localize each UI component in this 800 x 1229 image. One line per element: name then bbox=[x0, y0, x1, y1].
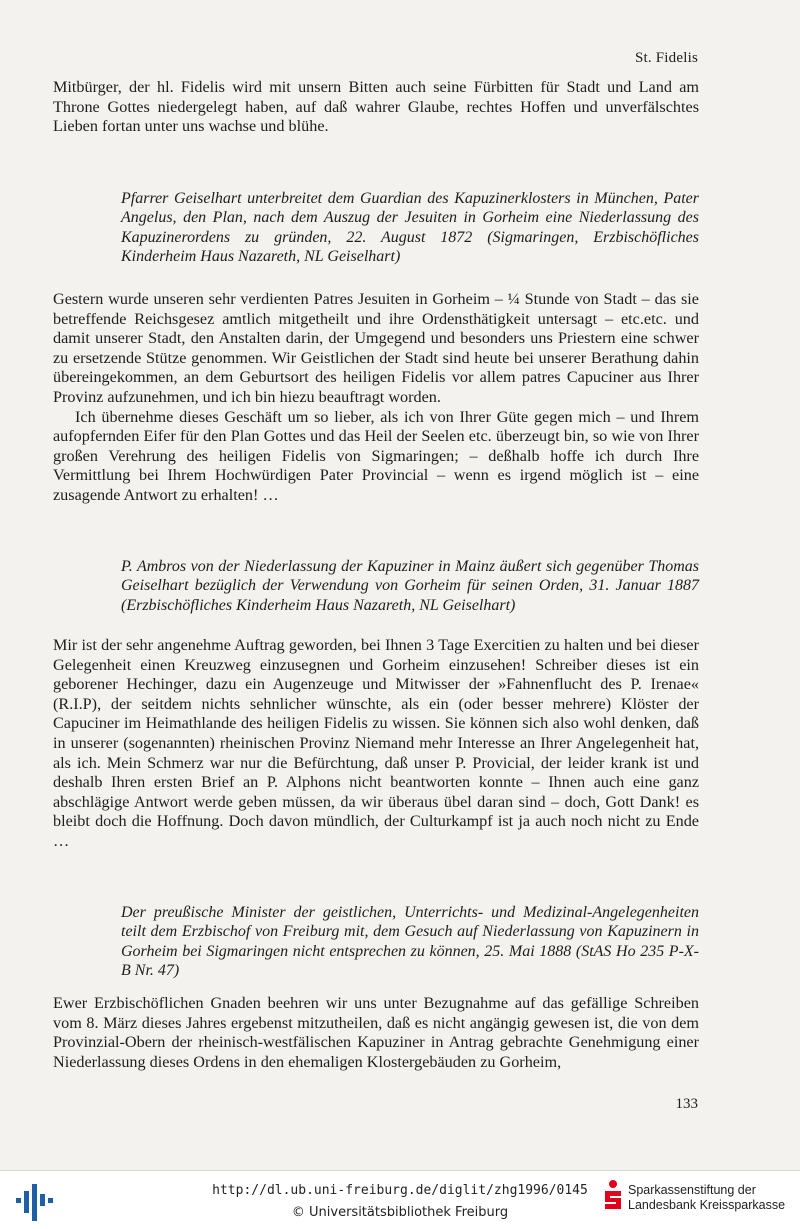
sponsor-logo bbox=[602, 1179, 792, 1223]
paragraph: Mir ist der sehr angenehme Auftrag geworden, bei Ihnen 3 Tage Exercitien zu halten und bei dieser Gelegenheit einen Kreuzweg einzusegnen und Gorheim einzusehen! Schreiber dieses ist ein geborener Hechinger, dazu ein Augenzeuge und Mitwisser der »Fahnenflucht des P. Irenae« (R.I.P), der seitdem nichts sehnlicher wünschte, als ein (oder besser mehrere) Klöster der Capuciner im Heimathlande des heiligen Fidelis zu wissen. Sie können sich also wohl denken, daß in unserer (sogenannten) rheinischen Provinz Niemand mehr Interesse an Ihrer Angelegenheit hat, als ich. Mein Schmerz war nur die Befürchtung, daß unser P. Provicial, der leider krank ist und deshalb Ihren ersten Brief an P. Alphons nicht beantworten konnte – Ihnen auch eine ganz abschlägige Antwort werde geben müssen, da wir überaus übel daran sind – doch, Gott Dank! es bleibt doch die Hoffnung. Doch davon mündlich, der Culturkampf ist ja auch noch nicht zu Ende … bbox=[53, 636, 699, 850]
sponsor-line-2: Landesbank Kreissparkasse bbox=[628, 1198, 786, 1212]
sparkasse-icon bbox=[602, 1179, 624, 1211]
heading-text: Der preußische Minister der geistlichen, Unterrichts- und Medizinal-Angelegenheiten teilt dem Erzbischof von Freiburg mit, dem Gesuch auf Niederlassung von Kapuzinern in Gorheim bei Sigmaringen nicht entsprechen zu können, 25. Mai 1888 (StAS Ho 235 P-X-B Nr. 47) bbox=[121, 904, 699, 979]
letter-text-1 bbox=[53, 290, 699, 506]
page-number: 133 bbox=[675, 1096, 698, 1112]
sponsor-line-1: Sparkassenstiftung der bbox=[628, 1183, 756, 1197]
sponsor-text bbox=[628, 1183, 798, 1213]
letter-text-3 bbox=[53, 994, 699, 1072]
paragraph: Gestern wurde unseren sehr verdienten Patres Jesuiten in Gorheim – ¼ Stunde von Stadt – das sie betreffende Reichsgesez amtlich mitgetheilt und ihre Ordensthätigkeit untersagt – etc.etc. und damit unserer Stadt, den Anstalten darin, der Umgegend und besonders uns Priestern eine schwer zu ersetzende Stütze genommen. Wir Geistlichen der Stadt sind heute bei unserer Berathung dahin übereingekommen, an dem Geburtsort des heiligen Fidelis vor allem patres Capuciner aus Ihrer Provinz aufzunehmen, und ich bin hiezu beauftragt worden. bbox=[53, 290, 699, 406]
permalink-url[interactable]: http://dl.ub.uni-freiburg.de/diglit/zhg1996/0145 bbox=[212, 1183, 588, 1198]
document-heading-2 bbox=[121, 557, 699, 615]
viewer-footer bbox=[0, 1170, 800, 1229]
heading-text: P. Ambros von der Niederlassung der Kapuziner in Mainz äußert sich gegenüber Thomas Geiselhart bezüglich der Verwendung von Gorheim für seinen Orden, 31. Januar 1887 (Erzbischöfliches Kinderheim Haus Nazareth, NL Geiselhart) bbox=[121, 558, 699, 614]
paragraph: Ich übernehme dieses Geschäft um so lieber, als ich von Ihrer Güte gegen mich – und Ihrem aufopfernden Eifer für den Plan Gottes und das Heil der Seelen etc. überzeugt bin, so wie von Ihrer großen Verehrung des heiligen Fidelis von Sigmaringen; – deßhalb hoffe ich durch Ihre Vermittlung bei Ihrem Hochwürdigen Pater Provincial – wenn es irgend möglich ist – eine zusagende Antwort zu erhalten! … bbox=[53, 407, 699, 504]
intro-paragraph bbox=[53, 78, 699, 137]
paragraph: Mitbürger, der hl. Fidelis wird mit unsern Bitten auch seine Fürbitten für Stadt und Land am Throne Gottes niedergelegt haben, auf daß wahrer Glaube, rechtes Hoffen und unverfälschtes Lieben fortan unter uns wachse und blühe. bbox=[53, 78, 699, 136]
running-head: St. Fidelis bbox=[634, 50, 698, 66]
paragraph: Ewer Erzbischöflichen Gnaden beehren wir uns unter Bezugnahme auf das gefällige Schreiben vom 8. März dieses Jahres ergebenst mitzutheilen, daß es nicht angängig gewesen ist, die von dem Provinzial-Obern der rheinisch-westfälischen Kapuziner in Antrag gebrachte Genehmigung einer Niederlassung dieses Ordens in den ehemaligen Klostergebäuden zu Gorheim, bbox=[53, 994, 699, 1071]
letter-text-2 bbox=[53, 636, 699, 852]
copyright-notice: © Universitätsbibliothek Freiburg bbox=[291, 1205, 509, 1220]
document-heading-3 bbox=[121, 903, 699, 980]
heading-text: Pfarrer Geiselhart unterbreitet dem Guardian des Kapuzinerklosters in München, Pater Angelus, den Plan, nach dem Auszug der Jesuiten in Gorheim eine Niederlassung des Kapuzinerordens zu gründen, 22. August 1872 (Sigmaringen, Erzbischöfliches Kinderheim Haus Nazareth, NL Geiselhart) bbox=[121, 190, 699, 265]
document-heading-1 bbox=[121, 189, 699, 266]
